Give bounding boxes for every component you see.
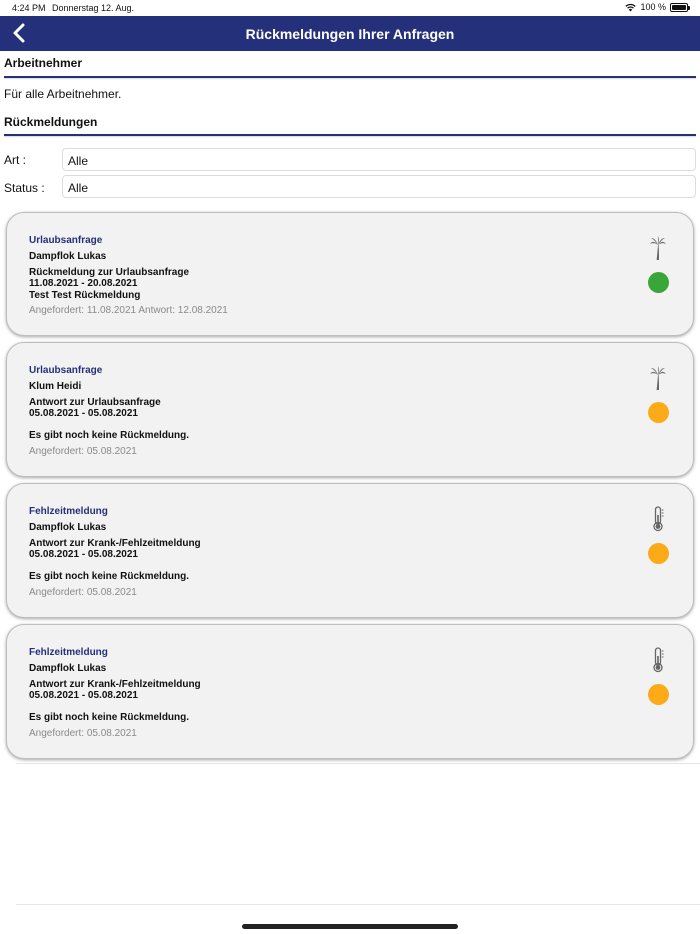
employee-name: Dampflok Lukas [29,251,107,262]
date-range: 11.08.2021 - 20.08.2021 [29,278,138,289]
response-heading: Antwort zur Urlaubsanfrage [29,397,161,408]
response-text: Test Test Rückmeldung [29,290,141,301]
palm-tree-icon [649,365,667,391]
date-range: 05.08.2021 - 05.08.2021 [29,549,138,560]
request-meta: Angefordert: 05.08.2021 [29,728,137,739]
section-title-employee: Arbeitnehmer [4,56,83,70]
status-time: 4:24 PM [12,3,46,13]
request-card[interactable] [6,483,694,618]
list-divider [16,904,700,905]
status-right [625,2,688,12]
employee-name: Klum Heidi [29,381,82,392]
battery-icon [670,3,688,12]
section-divider [4,134,696,136]
status-indicator-orange [648,543,669,564]
request-meta: Angefordert: 05.08.2021 [29,446,137,457]
request-type: Urlaubsanfrage [29,235,103,246]
home-indicator[interactable] [242,924,458,929]
palm-tree-icon [649,235,667,261]
list-divider [16,763,700,764]
battery-percent: 100 % [640,2,666,12]
employee-scope-text: Für alle Arbeitnehmer. [4,87,122,101]
employee-name: Dampflok Lukas [29,522,107,533]
request-meta: Angefordert: 05.08.2021 [29,587,137,598]
section-divider [4,76,696,78]
art-label: Art : [4,153,27,167]
status-label: Status : [4,181,45,195]
request-card[interactable] [6,342,694,477]
response-text: Es gibt noch keine Rückmeldung. [29,712,190,723]
employee-name: Dampflok Lukas [29,663,107,674]
response-text: Es gibt noch keine Rückmeldung. [29,571,190,582]
request-meta: Angefordert: 11.08.2021 Antwort: 12.08.2021 [29,305,228,316]
status-indicator-orange [648,684,669,705]
status-date: Donnerstag 12. Aug. [52,3,135,13]
response-text: Es gibt noch keine Rückmeldung. [29,430,190,441]
page-title: Rückmeldungen Ihrer Anfragen [245,26,455,42]
nav-bar [0,16,700,51]
section-title-feedback: Rückmeldungen [4,115,98,129]
date-range: 05.08.2021 - 05.08.2021 [29,690,138,701]
response-heading: Rückmeldung zur Urlaubsanfrage [29,267,190,278]
response-heading: Antwort zur Krank-/Fehlzeitmeldung [29,679,201,690]
request-type: Fehlzeitmeldung [29,506,108,517]
response-heading: Antwort zur Krank-/Fehlzeitmeldung [29,538,201,549]
request-card[interactable] [6,212,694,336]
thermometer-icon [649,506,667,532]
request-card[interactable] [6,624,694,759]
status-select[interactable]: Alle [62,175,696,198]
request-type: Urlaubsanfrage [29,365,103,376]
status-bar [0,0,700,16]
status-indicator-orange [648,402,669,423]
request-type: Fehlzeitmeldung [29,647,108,658]
thermometer-icon [649,647,667,673]
date-range: 05.08.2021 - 05.08.2021 [29,408,138,419]
status-indicator-green [648,272,669,293]
art-select[interactable]: Alle [62,148,696,171]
wifi-icon [625,3,636,12]
